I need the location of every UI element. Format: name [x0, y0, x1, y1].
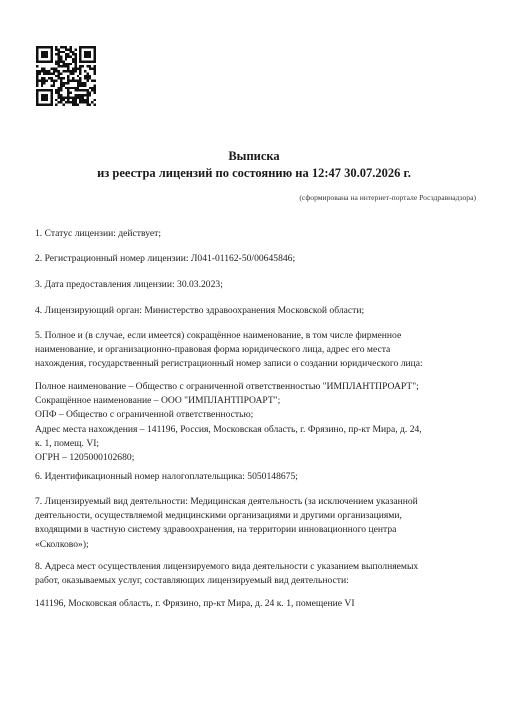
document-subtitle: из реестра лицензий по состоянию на 12:47 30.07.2026 г. — [97, 166, 411, 180]
organization-details — [35, 380, 477, 465]
registration-number: 2. Регистрационный номер лицензии: Л041-01162-50/00645846; — [35, 253, 296, 264]
licensing-authority: 4. Лицензирующий орган: Министерство здравоохранения Московской области; — [35, 305, 365, 316]
document-title: Выписка — [228, 149, 280, 163]
address-line-cont: к. 1, помещ. VI; — [35, 437, 100, 449]
text-line: 7. Лицензируемый вид деятельности: Медицинская деятельность (за исключением указанной — [35, 496, 418, 507]
text-line: 8. Адреса мест осуществления лицензируемого вида деятельности с указанием выполняемых — [35, 561, 419, 572]
text-line: «Сколково»); — [35, 538, 89, 550]
text-line: входящими в частную систему здравоохранения, на территории инновационного центра — [35, 524, 397, 536]
activity-address: 141196, Московская область, г. Фрязино, пр-кт Мира, д. 24 к. 1, помещение VI — [35, 598, 355, 609]
inn: 6. Идентификационный номер налогоплательщика: 5050148675; — [35, 471, 298, 482]
issue-date: 3. Дата предоставления лицензии: 30.03.2023; — [35, 279, 223, 290]
opf-line: ОПФ – Общество с ограниченной ответственностью; — [35, 409, 254, 421]
activity-addresses — [35, 560, 477, 588]
text-line: нахождения, государственный регистрационный номер записи о создании юридического лица: — [35, 358, 423, 370]
text-line: наименование, и организационно-правовая форма юридического лица, адрес его места — [35, 344, 391, 356]
qr-code-icon — [36, 46, 96, 106]
licensed-activity — [35, 495, 477, 552]
text-line: работ, оказываемых услуг, составляющих лицензируемый вид деятельности: — [35, 575, 349, 587]
text-line: деятельности, осуществляемой медицинскими организациями и другими организациями, — [35, 510, 402, 522]
source-note: (сформирована на интернет-портале Росздравнадзора) — [299, 193, 476, 202]
ogrn-line: ОГРН – 1205000102680; — [35, 452, 135, 464]
text-line: 5. Полное и (в случае, если имеется) сокращённое наименование, в том числе фирменное — [35, 330, 402, 341]
full-name-line: Полное наименование – Общество с ограниченной ответственностью "ИМПЛАНТПРОАРТ"; — [35, 381, 419, 392]
license-status: 1. Статус лицензии: действует; — [35, 228, 161, 239]
short-name-line: Сокращённое наименование – ООО "ИМПЛАНТПРОАРТ"; — [35, 395, 281, 407]
address-line: Адрес места нахождения – 141196, Россия, Московская область, г. Фрязино, пр-кт Мира, д. 24, — [35, 423, 422, 435]
organization-description — [35, 329, 477, 372]
